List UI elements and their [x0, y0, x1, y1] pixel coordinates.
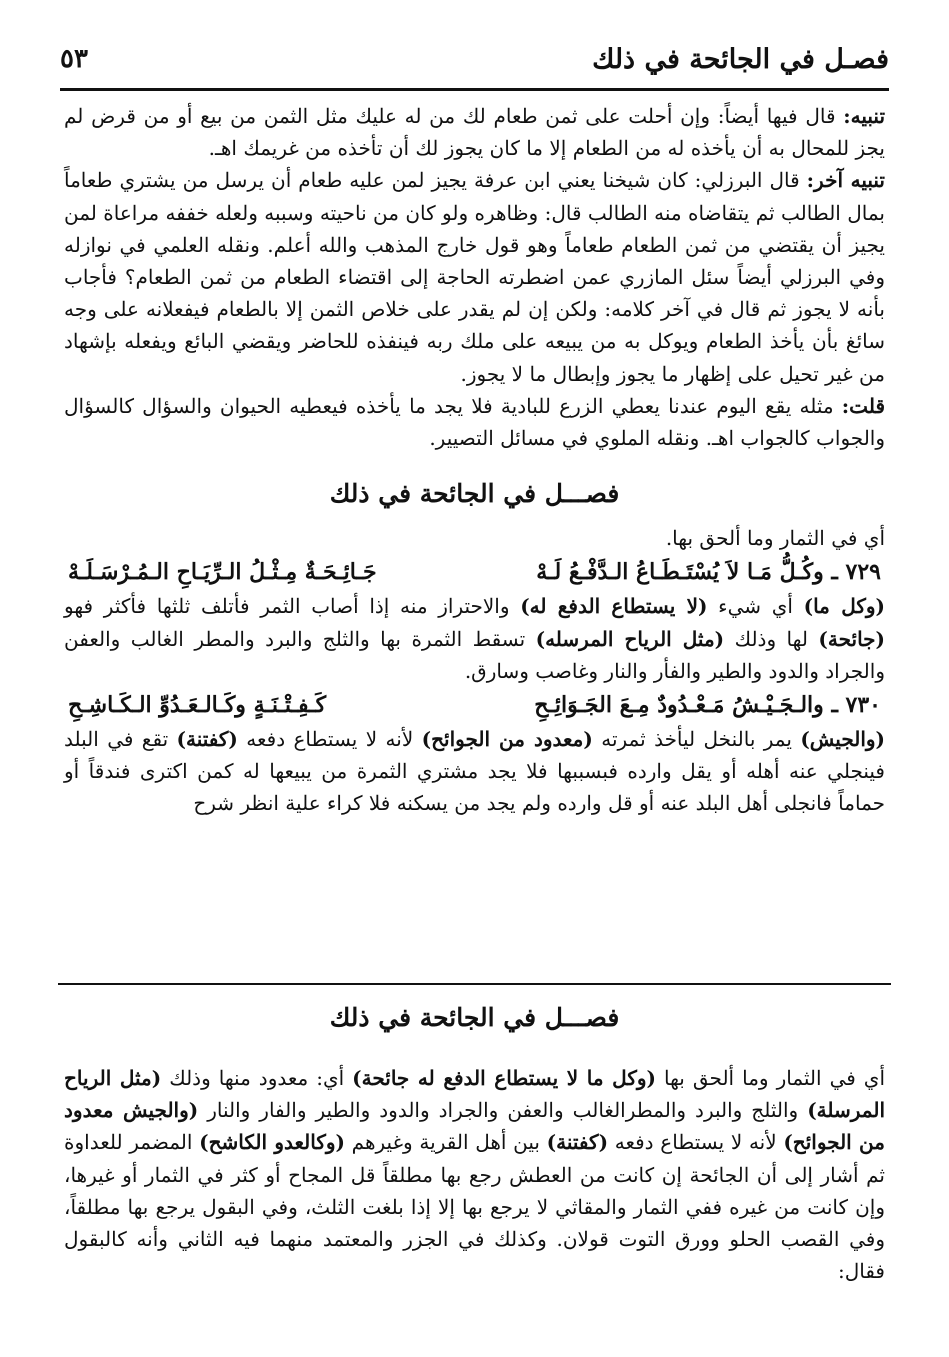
commentary-text: المضمر للعداوة ثم أشار إلى أن الجائحة إن كانت من العطش رجع بها مطلقاً قل المجاح أو كثر في الثمار أو غيرها، وإن كانت من غيره ففي الثمار والمقاثي لا يرجع بها إلا إذا بلغت الثلث، وفي البقول يرجع بها مطلقاً، وفي القصب الحلو وورق التوت قولان. وكذلك في الجزر والمعتمد منهما فيه الثاني وأنه كالبقول فقال:	[64, 1130, 885, 1284]
header-rule	[60, 88, 889, 91]
commentary-730	[64, 723, 885, 820]
page-number: ٥٣	[60, 44, 88, 74]
quoted-phrase: (لا يستطاع الدفع له)	[520, 594, 708, 619]
tanbih-akhar-paragraph	[64, 164, 885, 389]
quoted-phrase: (كفتنة)	[546, 1130, 609, 1155]
quoted-phrase: (والجيش)	[800, 727, 886, 752]
quoted-phrase: (مثل الرياح المرسله)	[535, 626, 725, 651]
separator-rule	[58, 983, 891, 985]
commentary-text: والثلج والبرد والمطرالغالب والعفن والجراد والدود والطير والفار والنار	[198, 1098, 808, 1123]
commentary-text: أي شيء	[707, 594, 804, 619]
running-title: فصـل في الجائحة في ذلك	[592, 43, 889, 75]
upper-text-block	[64, 100, 885, 820]
section-intro: أي في الثمار وما ألحق بها.	[665, 526, 885, 551]
tanbih-akhar-text: قال البرزلي: كان شيخنا يعني ابن عرفة يجيز لمن عليه طعام أن يرسل من يشتري طعاماً بمال الطالب ثم يتقاضاه منه الطالب قال: وظاهره ولو كان من ناحيته وسببه ولعله خففه مراعاة لمن يجيز أن يقتضي من ثمن الطعام طعاماً وهو قول خارج المذهب والله أعلم. ونقله العلمي في نوازله وفي البرزلي أيضاً سئل المازري عمن اضطرته الحاجة إلى اقتضاء الطعام من ثمن الطعام؟ فأجاب بأنه لا يجوز ثم قال في آخر كلامه: ولكن إن لم يقدر على خلاص الثمن إلا بالطعام فيفعلانه على وجه سائغ بأن يأخذ الطعام ويوكل به من يبيعه على ملك ربه فينفذه للحاضر ويقضي البائع ويفعله بإشهاد من غير تحيل على إظهار ما يجوز وإبطال ما لا يجوز.	[64, 168, 885, 386]
commentary-text: أي في الثمار وما ألحق بها	[655, 1066, 886, 1090]
tanbih-akhar-lead: تنبيه آخر:	[806, 168, 886, 193]
commentary-text: تقع في البلد فينجلي عنه أهله أو يقل وارده فبسببها فلا يجد مشتري الثمرة من يبيعها له كمن اكترى فندقاً أو حماماً فانجلى أهل البلد عنه أو قل وارده ولم يجد من يسكنه فلا كراء علية انظر شرح	[64, 727, 885, 816]
commentary-729	[64, 590, 885, 687]
lower-commentary	[64, 1062, 885, 1287]
tanbih-paragraph	[64, 100, 885, 164]
lower-text-block	[64, 1000, 885, 1287]
quoted-phrase: (وكل ما)	[803, 594, 885, 619]
tanbih-text: قال فيها أيضاً: وإن أحلت على ثمن طعام لك من له عليك مثل الثمن من بيع أو من قرض لم يجز للمحال به أن يأخذه له من الطعام إلا ما كان يجوز لك أن تأخذه من غريمك اهـ.	[64, 104, 885, 161]
verse-729-second-hemistich: جَـائِـحَـةٌ مِـثْـلُ الـرِّيَـاحِ الـمُـرْسَـلَـهْ	[68, 559, 377, 586]
commentary-text: لأنه لا يستطاع دفعه	[237, 727, 422, 752]
quoted-phrase: (كفتنة)	[176, 727, 238, 752]
commentary-text: تسقط الثمرة بها والثلج والبرد والمطر الغالب والعفن والجراد والدود والطير والفأر والنار وغاصب وسارق.	[64, 626, 885, 683]
commentary-text: والاحتراز منه إذا أصاب الثمر فأتلف ثلثها فأكثر فهو	[64, 594, 521, 619]
commentary-text: يمر بالنخل ليأخذ ثمرته	[592, 727, 801, 752]
page-header	[60, 34, 889, 84]
quoted-phrase: (معدود من الجوائح)	[421, 727, 593, 752]
verse-729	[64, 554, 885, 590]
commentary-text: أي: معدود منها وذلك	[161, 1066, 353, 1090]
quoted-phrase: (مثل الرياح المرسلة)	[64, 1066, 885, 1123]
qultu-text: مثله يقع اليوم عندنا يعطي الزرع للبادية فلا يجد ما يأخذه فيعطيه الحيوان والسؤال كالسؤال والجواب كالجواب اهـ. ونقله الملوي في مسائل التصيير.	[64, 393, 885, 451]
verse-730	[64, 687, 885, 723]
verse-730-second-hemistich: كَـفِـتْـنَـةٍ وكَـالـعَـدُوِّ الـكَـاشِـحِ	[68, 692, 327, 719]
qultu-paragraph	[64, 390, 885, 454]
quoted-phrase: (جائحة)	[818, 626, 885, 651]
commentary-text: لأنه لا يستطاع دفعه	[608, 1130, 784, 1155]
tanbih-lead: تنبيه:	[843, 104, 886, 128]
verse-729-first-hemistich: ٧٢٩ ـ وكُـلُّ مَـا لاَ يُسْتَـطَـاعُ الـدَّفْـعُ لَـهْ	[536, 559, 881, 586]
verse-730-first-hemistich: ٧٣٠ ـ والـجَـيْـشُ مَـعْـدُودٌ مِـعَ الجَـوَائِـحِ	[534, 692, 881, 719]
lower-section-title: فصـــل في الجائحة في ذلك	[329, 1003, 620, 1032]
quoted-phrase: (وكل ما لا يستطاع الدفع له جائحة)	[352, 1066, 656, 1090]
commentary-text: لها وذلك	[724, 626, 819, 651]
section-title: فصـــل في الجائحة في ذلك	[329, 479, 620, 509]
commentary-text: بين أهل القرية وغيرهم	[344, 1130, 547, 1155]
qultu-lead: قلت:	[841, 393, 885, 418]
quoted-phrase: (وكالعدو الكاشح)	[199, 1130, 345, 1155]
quoted-phrase: (والجيش معدود من الجوائح)	[64, 1098, 885, 1155]
